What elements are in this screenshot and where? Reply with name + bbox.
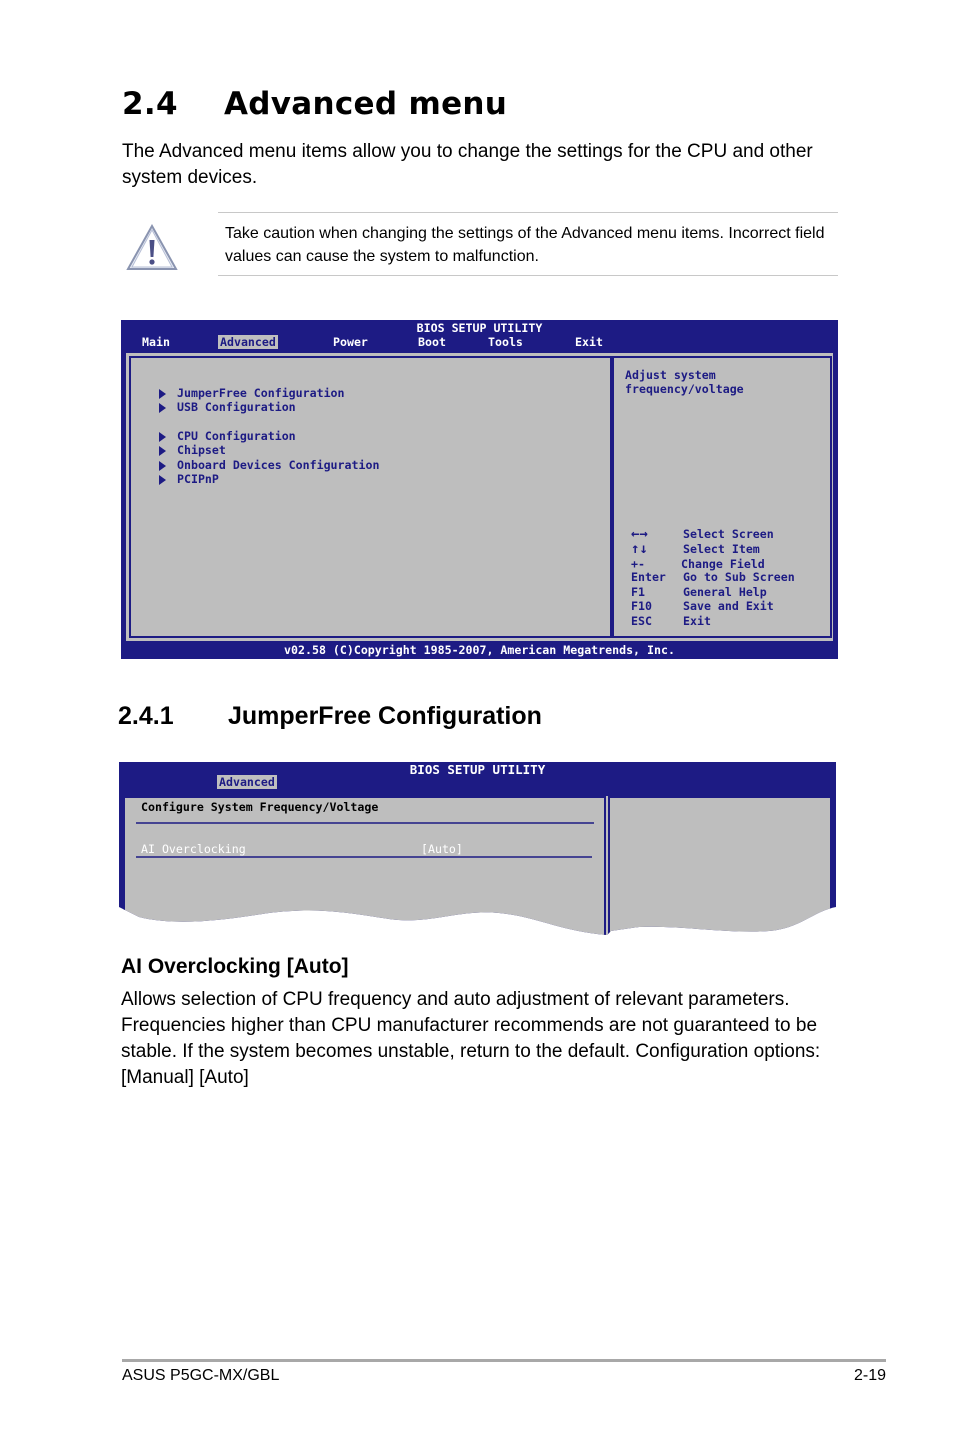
submenu-arrow-icon xyxy=(159,432,166,442)
submenu-arrow-icon xyxy=(159,389,166,399)
section-heading xyxy=(122,86,507,122)
option-title: AI Overclocking [Auto] xyxy=(121,955,349,978)
footer-rule xyxy=(122,1359,886,1362)
key-enter: Enter xyxy=(631,570,666,584)
ai-overclocking-label[interactable]: AI Overclocking xyxy=(141,842,246,856)
caution-top-rule xyxy=(218,212,838,213)
bios-item-usb[interactable]: USB Configuration xyxy=(177,400,296,414)
bios-menu-exit[interactable]: Exit xyxy=(575,335,603,349)
submenu-arrow-icon xyxy=(159,446,166,456)
submenu-arrow-icon xyxy=(159,461,166,471)
key-esc: ESC xyxy=(631,614,652,628)
bios2-tab-advanced[interactable]: Advanced xyxy=(219,775,275,789)
page-number: 2-19 xyxy=(853,1367,886,1384)
up-down-arrows-icon: ↑↓ xyxy=(631,541,648,557)
key-action-select-item: Select Item xyxy=(683,542,760,556)
section-title: Advanced menu xyxy=(224,86,508,122)
bios-menu-advanced[interactable]: Advanced xyxy=(220,335,276,349)
caution-bottom-rule xyxy=(218,275,838,276)
submenu-arrow-icon xyxy=(159,403,166,413)
key-f10: F10 xyxy=(631,599,652,613)
key-f1: F1 xyxy=(631,585,645,599)
left-right-arrows-icon: ←→ xyxy=(631,526,648,542)
key-plus-minus: +- xyxy=(631,557,645,571)
bios-help-line-2: frequency/voltage xyxy=(625,382,744,396)
bios-jumperfree-screen xyxy=(119,762,836,936)
key-action-save-exit: Save and Exit xyxy=(683,599,774,613)
bios-help-line-1: Adjust system xyxy=(625,368,716,382)
key-action-change-field: Change Field xyxy=(681,557,765,571)
key-action-exit: Exit xyxy=(683,614,711,628)
bios-menu-bar xyxy=(121,335,838,349)
ai-overclocking-value[interactable]: [Auto] xyxy=(421,842,463,856)
bios-item-onboard[interactable]: Onboard Devices Configuration xyxy=(177,458,380,472)
bios-title: BIOS SETUP UTILITY xyxy=(416,321,543,335)
section-number: 2.4 xyxy=(122,86,178,122)
bios-menu-tools[interactable]: Tools xyxy=(488,335,523,349)
bios2-top-bar xyxy=(119,762,836,789)
footer-product: ASUS P5GC-MX/GBL xyxy=(122,1367,280,1384)
key-action-select-screen: Select Screen xyxy=(683,527,774,541)
bios2-title: BIOS SETUP UTILITY xyxy=(409,762,546,777)
bios-item-pcipnp[interactable]: PCIPnP xyxy=(177,472,219,486)
bios-advanced-screen xyxy=(121,320,838,659)
bios-item-cpu[interactable]: CPU Configuration xyxy=(177,429,296,443)
option-description: Allows selection of CPU frequency and auto adjustment of relevant parameters. Frequencies higher than CPU manufacturer recommends are not guaranteed to be stable. If the system becomes unstable, return to the default. Configuration options: [Manual] [Auto] xyxy=(121,989,821,1088)
bios-menu-main[interactable]: Main xyxy=(142,335,170,349)
key-action-general-help: General Help xyxy=(683,585,767,599)
bios-copyright: v02.58 (C)Copyright 1985-2007, American Megatrends, Inc. xyxy=(284,643,675,657)
warning-icon xyxy=(126,224,178,272)
caution-text: Take caution when changing the settings of the Advanced menu items. Incorrect field values can cause the system to malfunction. xyxy=(225,225,825,265)
subsection-number: 2.4.1 xyxy=(118,702,174,730)
bios2-heading: Configure System Frequency/Voltage xyxy=(141,800,379,814)
bios-menu-power[interactable]: Power xyxy=(333,335,368,349)
caution-note xyxy=(122,212,838,276)
bios-item-chipset[interactable]: Chipset xyxy=(177,443,226,457)
key-action-sub-screen: Go to Sub Screen xyxy=(683,570,795,584)
submenu-arrow-icon xyxy=(159,475,166,485)
bios-item-jumperfree[interactable]: JumperFree Configuration xyxy=(177,386,345,400)
intro-paragraph: The Advanced menu items allow you to change the settings for the CPU and other system devices. xyxy=(122,141,813,188)
subsection-heading xyxy=(118,702,542,731)
bios-menu-boot[interactable]: Boot xyxy=(418,335,446,349)
bios-main-panel xyxy=(124,351,835,643)
subsection-title: JumperFree Configuration xyxy=(228,702,542,730)
